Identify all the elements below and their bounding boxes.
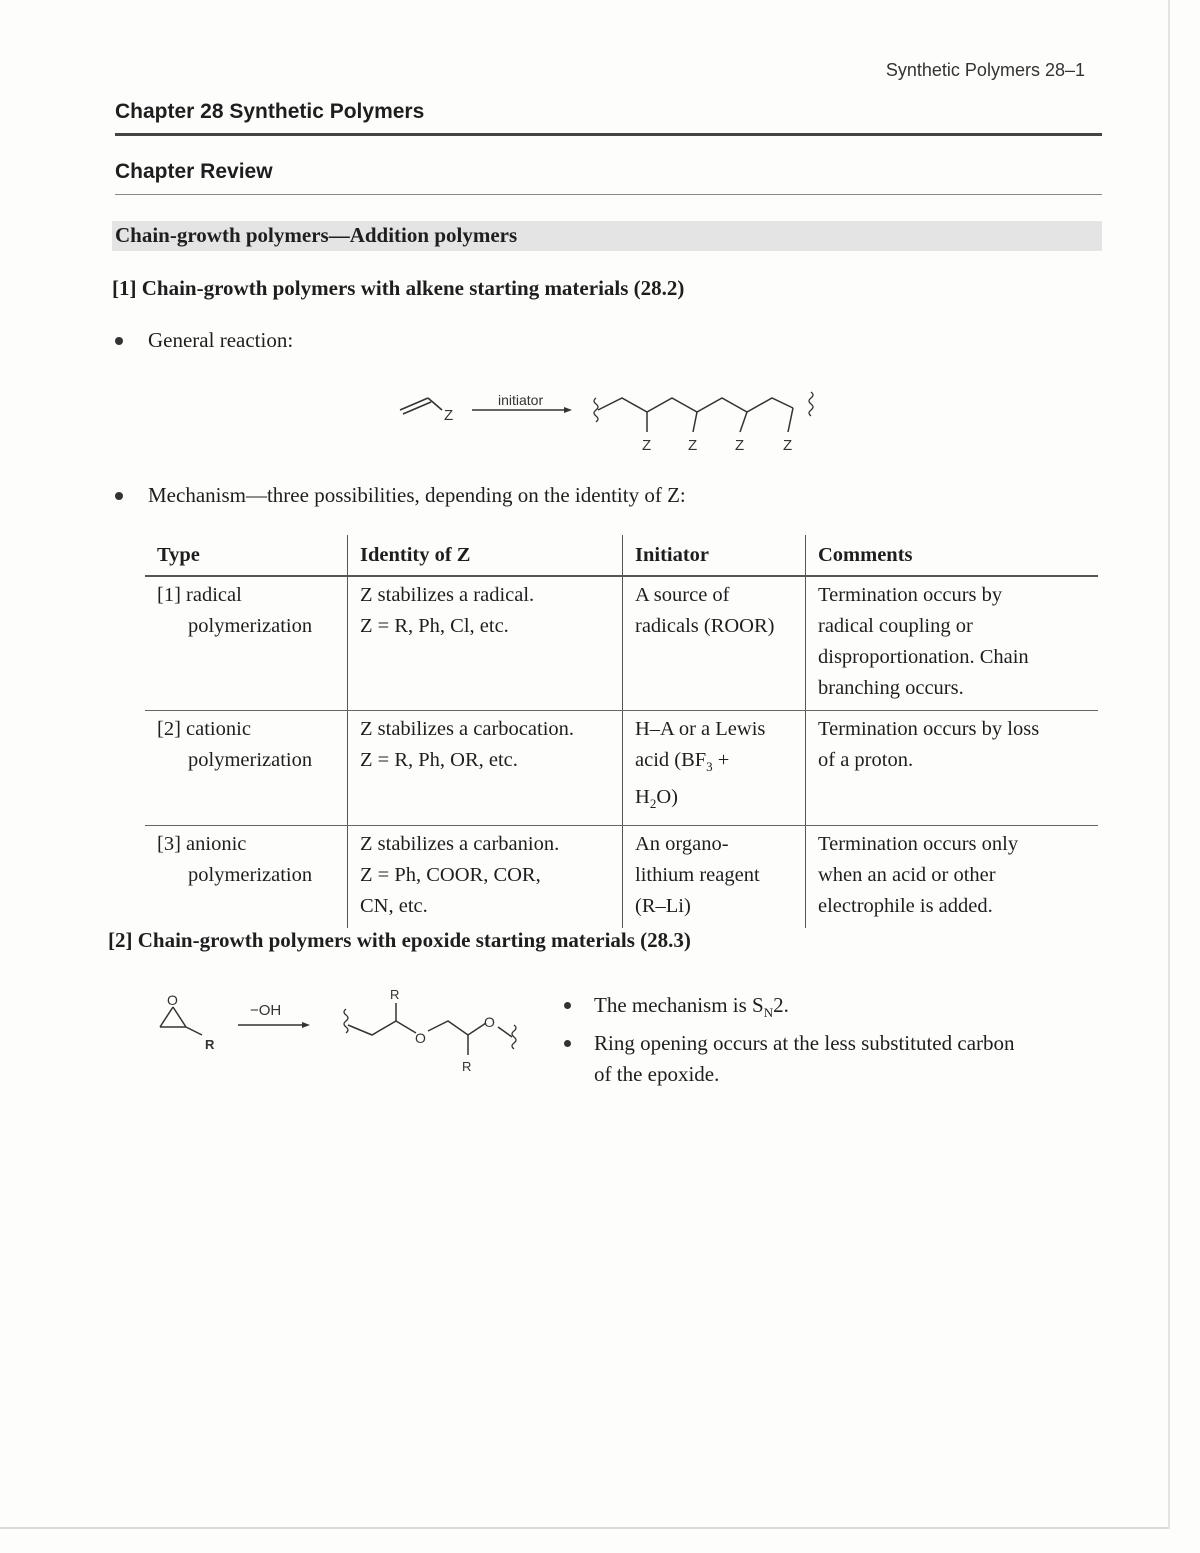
comment-line: Termination occurs only xyxy=(818,833,1019,856)
mechanism-table xyxy=(145,535,1098,928)
initiator-line xyxy=(635,782,795,819)
section-title: Chain-growth polymers—Addition polymers xyxy=(115,223,518,247)
type-line: polymerization xyxy=(188,615,313,637)
table-row xyxy=(145,711,1098,826)
identity-line: Z = R, Ph, OR, etc. xyxy=(360,749,518,771)
header-type: Type xyxy=(145,535,348,576)
wavy-end-left xyxy=(594,398,598,422)
title-rule xyxy=(115,133,1102,136)
initiator-line: lithium reagent xyxy=(635,864,760,887)
cell-comments xyxy=(806,826,1099,929)
table-row xyxy=(145,826,1098,929)
hydroxide-label: −OH xyxy=(250,1002,282,1019)
polyether-chain xyxy=(348,1021,416,1035)
cell-type xyxy=(145,576,348,711)
reaction-arrow xyxy=(238,1022,310,1028)
comment-line: Termination occurs by loss xyxy=(818,718,1040,740)
identity-line: Z stabilizes a carbocation. xyxy=(360,718,575,740)
identity-line: Z = R, Ph, Cl, etc. xyxy=(360,615,509,637)
wavy-end-left xyxy=(344,1009,348,1033)
identity-line: Z stabilizes a radical. xyxy=(360,584,535,606)
alkene-polymerization-scheme xyxy=(390,380,830,460)
chapter-title: Chapter 28 Synthetic Polymers xyxy=(115,100,425,123)
comment-line: branching occurs. xyxy=(818,677,964,699)
type-line: polymerization xyxy=(188,749,313,771)
product-z-3: Z xyxy=(735,437,745,454)
product-o-1: O xyxy=(415,1030,426,1046)
header-identity: Identity of Z xyxy=(348,535,623,576)
epoxide-notes xyxy=(594,990,1034,1090)
initiator-line: radicals (ROOR) xyxy=(635,615,775,637)
bullet-text: Mechanism—three possibilities, depending on the identity of Z: xyxy=(148,483,686,507)
epoxide-o-label: O xyxy=(167,992,178,1008)
identity-line: Z = Ph, COOR, COR, xyxy=(360,864,541,887)
cell-identity xyxy=(348,711,623,826)
bullet-dot xyxy=(115,492,123,500)
cell-identity xyxy=(348,576,623,711)
initiator-text: + xyxy=(712,749,730,771)
product-z-1: Z xyxy=(642,437,652,454)
cell-initiator xyxy=(623,576,806,711)
initiator-text: acid (BF xyxy=(635,749,707,771)
initiator-label: initiator xyxy=(498,392,544,408)
subscript: 3 xyxy=(706,759,713,775)
subscript: 2 xyxy=(649,796,657,812)
cell-type xyxy=(145,711,348,826)
comment-line: when an acid or other xyxy=(818,864,996,887)
initiator-line: H–A or a Lewis xyxy=(635,718,766,740)
bullet-dot xyxy=(564,1040,571,1047)
comment-line: Termination occurs by xyxy=(818,584,1003,606)
bullet-text: General reaction: xyxy=(148,328,294,352)
subscript: N xyxy=(763,1005,774,1021)
product-z-2: Z xyxy=(688,437,698,454)
type-line: [3] anionic xyxy=(157,833,247,856)
identity-line: CN, etc. xyxy=(360,895,428,918)
vinyl-reactant xyxy=(400,398,442,414)
initiator-line xyxy=(635,745,795,782)
polymer-chain xyxy=(598,398,793,412)
substituent-bonds xyxy=(647,408,793,432)
initiator-line: An organo- xyxy=(635,833,729,856)
initiator-line: A source of xyxy=(635,584,730,606)
epoxide-reactant xyxy=(160,1007,202,1035)
bullet-mechanism xyxy=(148,483,686,508)
cell-initiator xyxy=(623,826,806,929)
identity-line: Z stabilizes a carbanion. xyxy=(360,833,560,856)
table-row xyxy=(145,576,1098,711)
reactant-z-label: Z xyxy=(444,407,454,424)
product-r-top: R xyxy=(390,987,400,1002)
epoxide-polymerization-scheme xyxy=(150,985,540,1080)
comment-line: of a proton. xyxy=(818,749,914,771)
note-text: 2. xyxy=(773,993,789,1017)
product-r-bottom: R xyxy=(462,1059,472,1074)
wavy-end-right xyxy=(809,392,813,416)
subheading-alkene: [1] Chain-growth polymers with alkene starting materials (28.2) xyxy=(112,276,685,300)
bullet-dot xyxy=(564,1002,571,1009)
product-o-2: O xyxy=(484,1014,495,1030)
review-rule xyxy=(115,194,1102,195)
cell-type xyxy=(145,826,348,929)
type-line: polymerization xyxy=(188,864,313,887)
header-initiator: Initiator xyxy=(623,535,806,576)
comment-line: electrophile is added. xyxy=(818,895,993,918)
comment-line: disproportionation. Chain xyxy=(818,646,1029,668)
initiator-text: O) xyxy=(656,786,678,809)
product-z-4: Z xyxy=(783,437,793,454)
page-edge-right xyxy=(1168,0,1170,1529)
note-text: Ring opening occurs at the less substituted carbon of the epoxide. xyxy=(594,1031,1015,1087)
subheading-epoxide: [2] Chain-growth polymers with epoxide starting materials (28.3) xyxy=(108,928,691,952)
cell-identity xyxy=(348,826,623,929)
cell-comments xyxy=(806,576,1099,711)
note-text: The mechanism is S xyxy=(594,993,764,1017)
epoxide-r-label: R xyxy=(205,1037,215,1052)
page-edge-bottom xyxy=(0,1527,1170,1529)
header-comments: Comments xyxy=(806,535,1099,576)
initiator-text: H xyxy=(635,786,650,809)
initiator-line: (R–Li) xyxy=(635,895,691,918)
review-title: Chapter Review xyxy=(115,160,273,183)
running-head: Synthetic Polymers 28–1 xyxy=(885,60,1085,80)
section-band xyxy=(112,221,1102,251)
comment-line: radical coupling or xyxy=(818,615,973,637)
type-line: [2] cationic xyxy=(157,718,251,740)
type-line: [1] radical xyxy=(157,584,242,606)
list-item xyxy=(594,990,1034,1028)
bullet-dot xyxy=(115,337,123,345)
list-item xyxy=(594,1028,1034,1090)
bullet-general-reaction xyxy=(148,328,293,353)
wavy-end-right xyxy=(512,1025,516,1049)
cell-comments xyxy=(806,711,1099,826)
cell-initiator xyxy=(623,711,806,826)
